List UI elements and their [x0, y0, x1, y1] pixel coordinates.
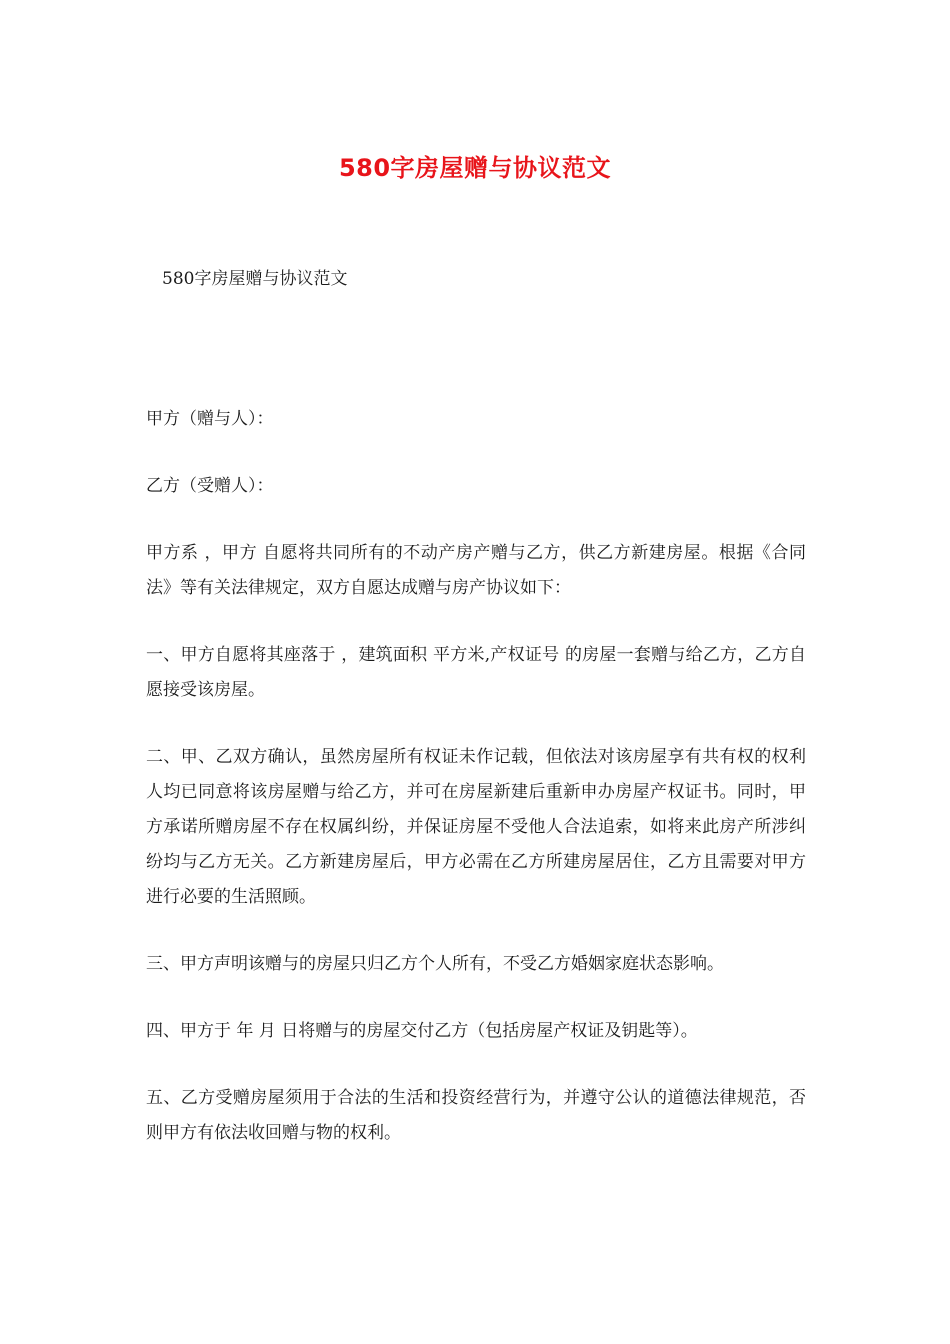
document-subtitle: 580字房屋赠与协议范文 — [162, 269, 348, 289]
party-b-line: 乙方（受赠人）： — [146, 476, 274, 496]
party-a-line: 甲方（赠与人）： — [146, 409, 274, 429]
clause-3: 三、甲方声明该赠与的房屋只归乙方个人所有，不受乙方婚姻家庭状态影响。 — [146, 954, 724, 974]
preamble-paragraph: 甲方系 ，甲方 自愿将共同所有的不动产房产赠与乙方，供乙方新建房屋。根据《合同法》等有关法律规定，双方自愿达成赠与房产协议如下： — [146, 543, 806, 598]
clause-1: 一、甲方自愿将其座落于 ，建筑面积 平方米,产权证号 的房屋一套赠与给乙方，乙方自愿接受该房屋。 — [146, 645, 806, 700]
clause-4: 四、甲方于 年 月 日将赠与的房屋交付乙方（包括房屋产权证及钥匙等）。 — [146, 1021, 698, 1041]
clause-2: 二、甲、乙双方确认，虽然房屋所有权证未作记载，但依法对该房屋享有共有权的权利人均已同意将该房屋赠与给乙方，并可在房屋新建后重新申办房屋产权证书。同时，甲方承诺所赠房屋不存在权属纠纷，并保证房屋不受他人合法追索，如将来此房产所涉纠纷均与乙方无关。乙方新建房屋后，甲方必需在乙方所建房屋居住，乙方且需要对甲方进行必要的生活照顾。 — [146, 747, 806, 907]
document-title: 580字房屋赠与协议范文 — [338, 154, 612, 182]
document-body — [146, 402, 806, 1151]
clause-5: 五、乙方受赠房屋须用于合法的生活和投资经营行为，并遵守公认的道德法律规范，否则甲方有依法收回赠与物的权利。 — [146, 1088, 806, 1143]
